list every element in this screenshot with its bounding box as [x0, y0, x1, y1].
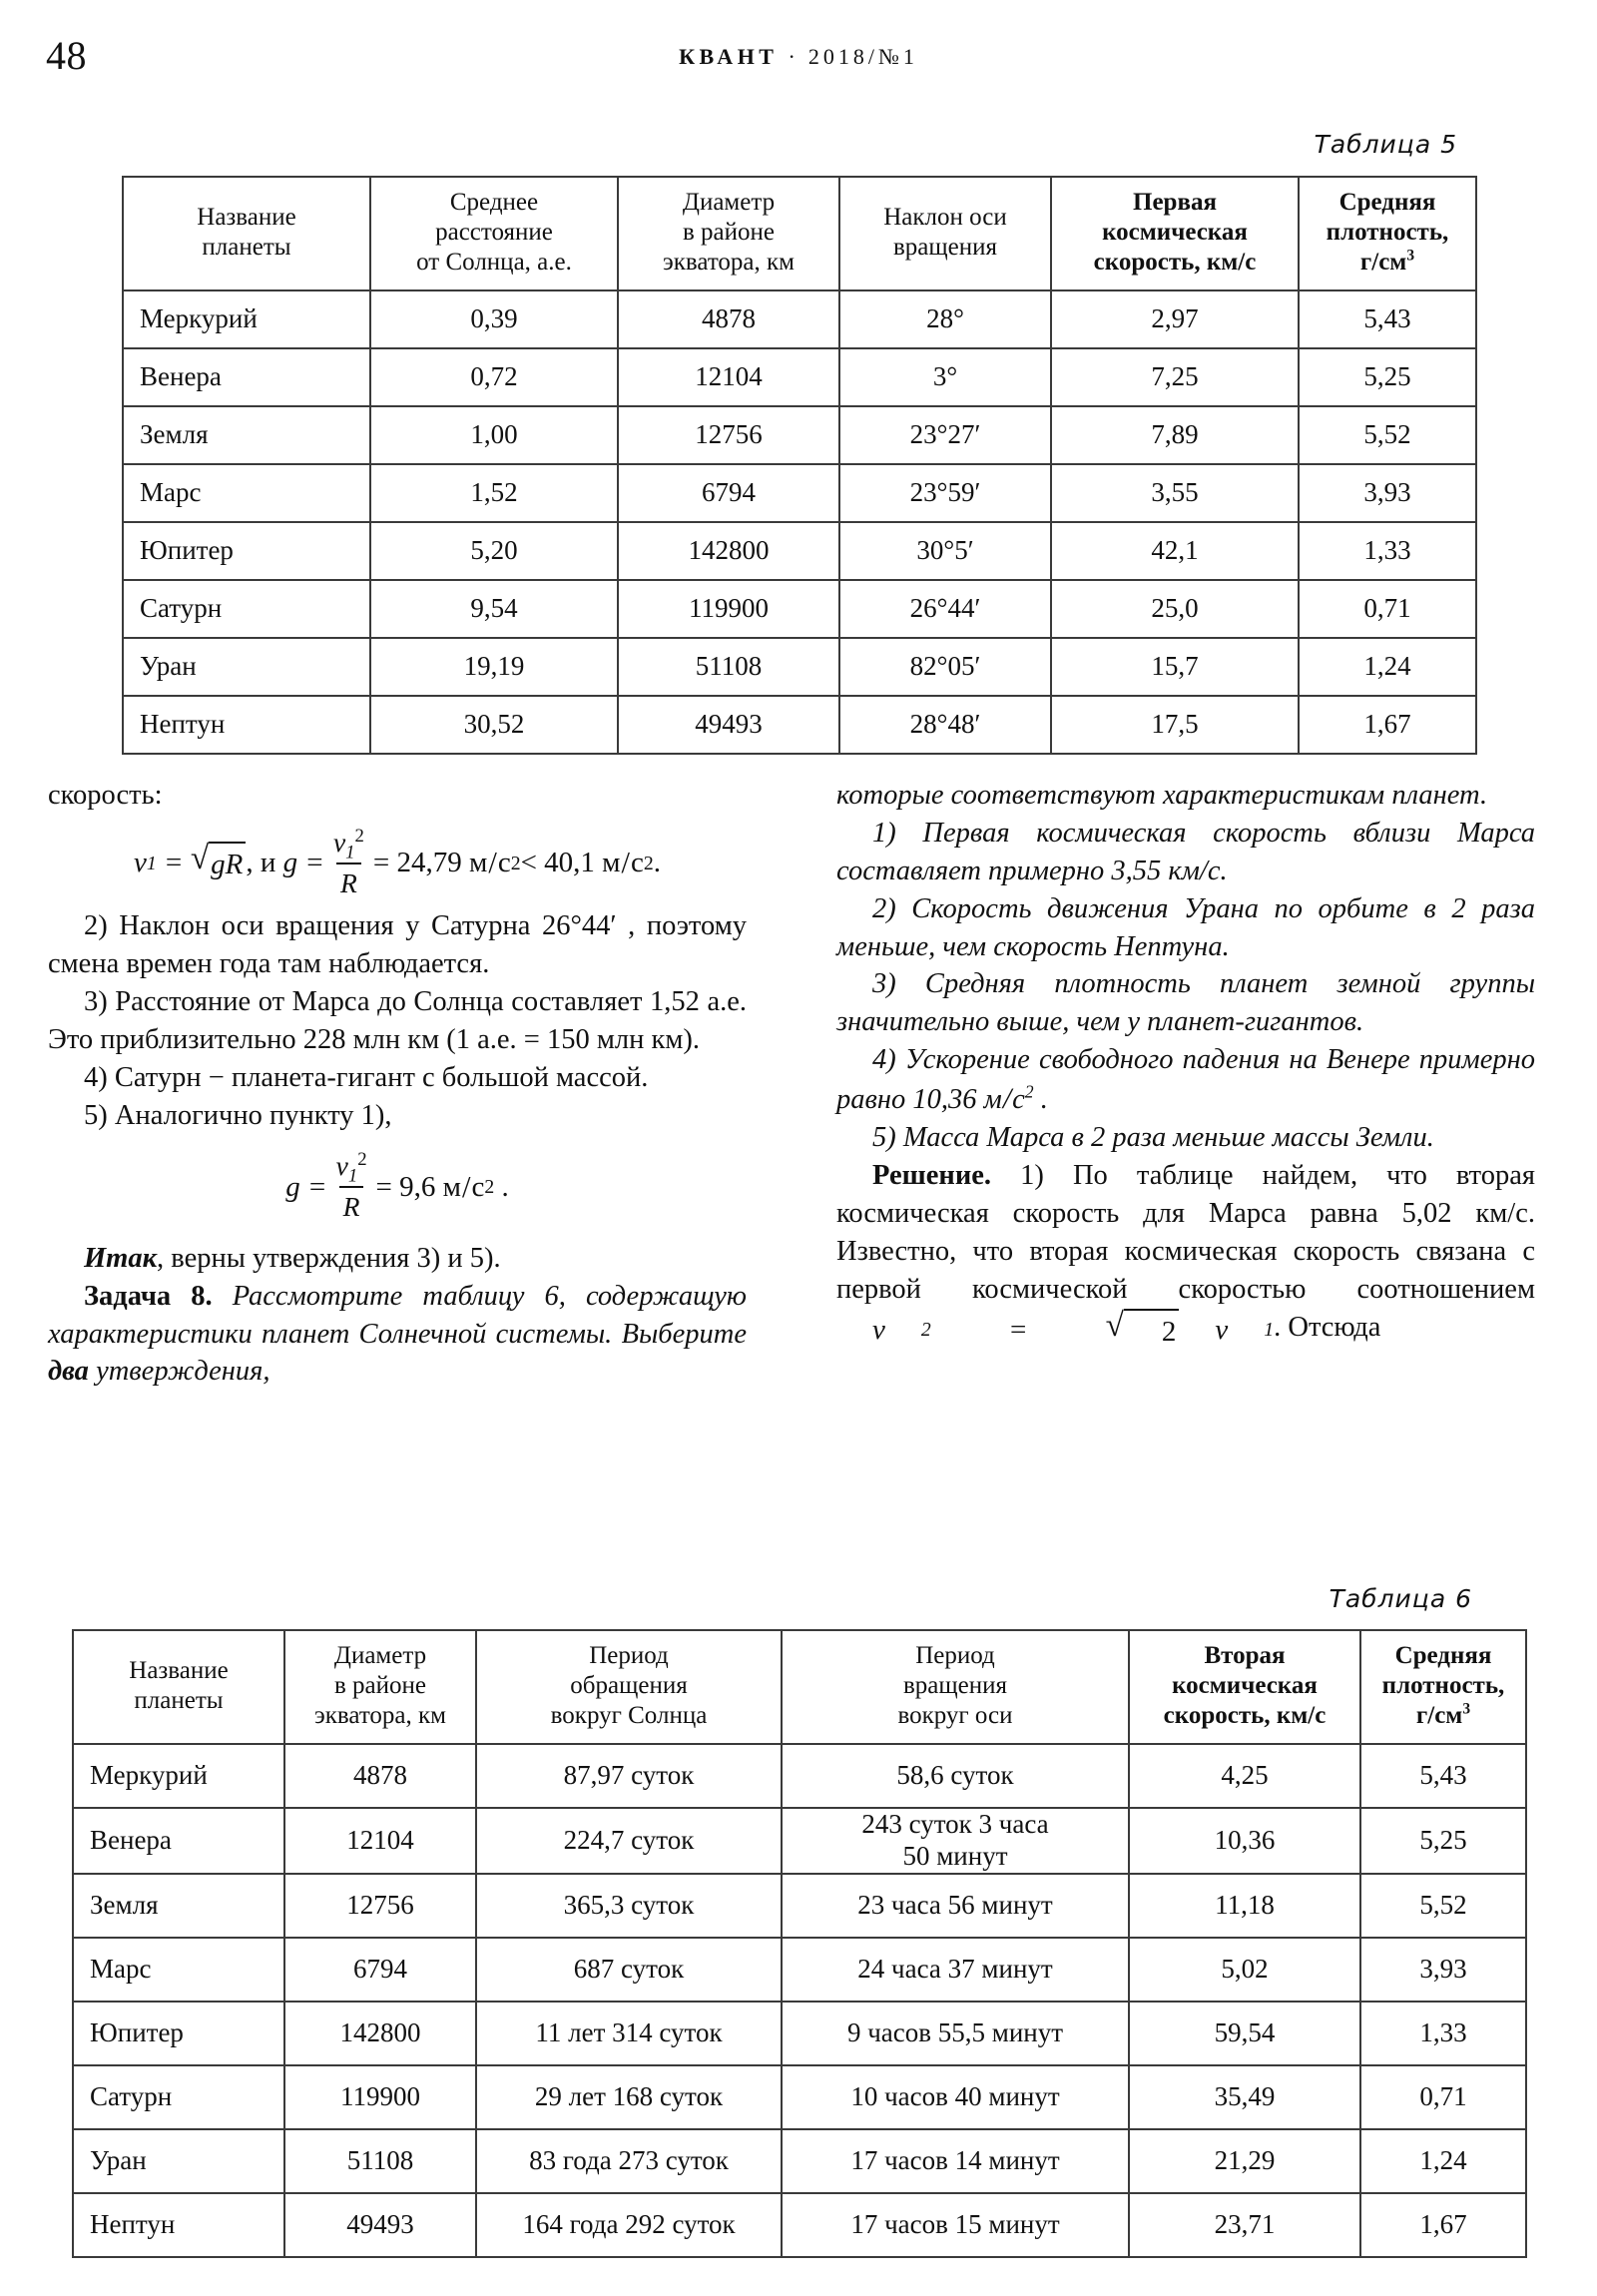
rotation-period-cell: 9 часов 55,5 минут: [782, 2002, 1129, 2065]
mean-density-cell: 1,33: [1299, 522, 1476, 580]
orbital-period-cell: 83 года 273 суток: [476, 2129, 782, 2193]
planet-name-cell: Венера: [123, 348, 370, 406]
table-row: [73, 2129, 1526, 2193]
header-rotation-period: Период вращения вокруг оси: [782, 1630, 1129, 1744]
page-number: 48: [46, 33, 87, 78]
equatorial-diameter-cell: 12104: [284, 1808, 476, 1874]
table-6-caption: Таблица 6: [1329, 1584, 1472, 1613]
second-cosmic-velocity-cell: 5,02: [1129, 1938, 1360, 2002]
header-mean-density: Средняя плотность, $г/см^3$: [1299, 177, 1476, 290]
planet-name-cell: Юпитер: [73, 2002, 284, 2065]
equatorial-diameter-cell: 51108: [618, 638, 839, 696]
g-symbol: g: [282, 847, 298, 879]
fraction-v1sq-over-R: $\frac{v_1^2}{R}$: [329, 825, 368, 901]
rotation-period-cell: 10 часов 40 минут: [782, 2065, 1129, 2129]
mean-density-cell: 1,67: [1299, 696, 1476, 754]
intro-text: которые соответствуют характеристикам планет.: [836, 780, 1488, 811]
planet-name-cell: Уран: [123, 638, 370, 696]
task-8-paragraph: [48, 1278, 747, 1392]
mean-density-cell: 5,43: [1360, 1744, 1526, 1808]
running-head-issue: 2018/№1: [807, 44, 918, 69]
right-text-column: [836, 777, 1535, 1351]
axial-tilt-cell: 3°: [839, 348, 1051, 406]
g-symbol: g: [285, 1170, 300, 1203]
table-row: [73, 1874, 1526, 1938]
equatorial-diameter-cell: 142800: [284, 2002, 476, 2065]
mean-distance-cell: 1,52: [370, 464, 618, 522]
formula-v2-sqrt2-v1: v 2 = √ 2 v 1: [836, 1311, 1274, 1343]
second-cosmic-velocity-cell: 59,54: [1129, 2002, 1360, 2065]
solution-text: 1) По таблице найдем, что вторая космическая скорость для Марса равна 5,02 км/с. Известно, что вторая космическая скорость связана с первой космической скоростью соотношением: [836, 1159, 1536, 1305]
header-planet-name: Название планеты: [123, 177, 370, 290]
equatorial-diameter-cell: 49493: [284, 2193, 476, 2257]
axial-tilt-cell: 30°5′: [839, 522, 1051, 580]
header-first-cosmic-velocity: Первая космическая скорость, км/с: [1051, 177, 1299, 290]
mean-distance-cell: 5,20: [370, 522, 618, 580]
planet-name-cell: Уран: [73, 2129, 284, 2193]
formula-v1-g: v 1 = √ gR , и g = $\frac{v_1^2}{R}$ = 24,79 м / с 2 < 40,1 м / с 2 .: [48, 825, 747, 901]
sqrt-gR: √ gR: [191, 842, 247, 884]
running-head-separator: ·: [788, 44, 798, 69]
first-cosmic-velocity-cell: 15,7: [1051, 638, 1299, 696]
table-row: [123, 638, 1476, 696]
rotation-period-cell: 23 часа 56 минут: [782, 1874, 1129, 1938]
mean-density-cell: 1,24: [1299, 638, 1476, 696]
density-exponent: 3: [1406, 247, 1415, 265]
orbital-period-cell: 224,7 суток: [476, 1808, 782, 1874]
solution-text-cont: . Отсюда: [1274, 1312, 1381, 1344]
mean-density-cell: 5,52: [1299, 406, 1476, 464]
table-planets-5: [122, 176, 1477, 755]
table-row: [123, 580, 1476, 638]
mean-distance-cell: 0,72: [370, 348, 618, 406]
header-orbital-period: Период обращения вокруг Солнца: [476, 1630, 782, 1744]
orbital-period-cell: 164 года 292 суток: [476, 2193, 782, 2257]
table-row: [123, 348, 1476, 406]
task-text-cont: утверждения,: [88, 1356, 270, 1388]
planet-name-cell: Земля: [73, 1874, 284, 1938]
rotation-period-cell: 17 часов 15 минут: [782, 2193, 1129, 2257]
table-row: [73, 1808, 1526, 1874]
mean-density-cell: 1,24: [1360, 2129, 1526, 2193]
second-cosmic-velocity-cell: 35,49: [1129, 2065, 1360, 2129]
mean-distance-cell: 30,52: [370, 696, 618, 754]
statement-item-2: 2) Наклон оси вращения у Сатурна 26°44′ , поэтому смена времен года там наблюдается.: [48, 910, 747, 980]
mean-density-cell: 3,93: [1299, 464, 1476, 522]
task-text: Рассмотрите таблицу 6, содержащую характеристики планет Солнечной системы. Выберите: [48, 1280, 747, 1350]
table-row: [73, 2002, 1526, 2065]
mean-distance-cell: 9,54: [370, 580, 618, 638]
planet-name-cell: Земля: [123, 406, 370, 464]
conclusion-paragraph: [48, 1240, 747, 1278]
planet-name-cell: Сатурн: [123, 580, 370, 638]
option-4: 4) Ускорение свободного падения на Венере примерно равно 10,36 $м/с^2$ .: [836, 1044, 1535, 1116]
orbital-period-cell: 29 лет 168 суток: [476, 2065, 782, 2129]
table-row: [123, 522, 1476, 580]
first-cosmic-velocity-cell: 7,25: [1051, 348, 1299, 406]
conclusion-label: Итак: [84, 1242, 158, 1274]
planet-name-cell: Сатурн: [73, 2065, 284, 2129]
formula-g-value: g = $\frac{v_1^2}{R}$ = 9,6 м / с 2 .: [48, 1148, 747, 1225]
orbital-period-cell: 11 лет 314 суток: [476, 2002, 782, 2065]
planet-name-cell: Марс: [123, 464, 370, 522]
equatorial-diameter-cell: 12104: [618, 348, 839, 406]
header-mean-density: Средняя плотность, $г/см^3$: [1360, 1630, 1526, 1744]
lead-text: скорость:: [48, 780, 163, 811]
option-2: 2) Скорость движения Урана по орбите в 2 раза меньше, чем скорость Нептуна.: [836, 892, 1535, 962]
mean-density-cell: 0,71: [1360, 2065, 1526, 2129]
equatorial-diameter-cell: 4878: [284, 1744, 476, 1808]
mean-distance-cell: 19,19: [370, 638, 618, 696]
first-cosmic-velocity-cell: 7,89: [1051, 406, 1299, 464]
task-label: Задача 8.: [84, 1280, 213, 1312]
axial-tilt-cell: 23°59′: [839, 464, 1051, 522]
header-equatorial-diameter: Диаметр в районе экватора, км: [618, 177, 839, 290]
option-3: 3) Средняя плотность планет земной группы значительно выше, чем у планет-гигантов.: [836, 968, 1535, 1038]
running-head-journal: КВАНТ: [679, 44, 779, 69]
table-planets-6: [72, 1629, 1527, 2258]
rotation-period-cell: 24 часа 37 минут: [782, 1938, 1129, 2002]
first-cosmic-velocity-cell: 17,5: [1051, 696, 1299, 754]
option-5: 5) Масса Марса в 2 раза меньше массы Земли.: [872, 1122, 1434, 1154]
mean-density-cell: 3,93: [1360, 1938, 1526, 2002]
density-exponent: 3: [1462, 1700, 1471, 1718]
statement-item-3: 3) Расстояние от Марса до Солнца составляет 1,52 а.е. Это приблизительно 228 млн км (1 а.е. = 150 млн км).: [48, 985, 747, 1055]
planet-name-cell: Меркурий: [123, 290, 370, 348]
solution-paragraph: [836, 1157, 1535, 1351]
table-row: [123, 696, 1476, 754]
mean-density-cell: 5,25: [1299, 348, 1476, 406]
axial-tilt-cell: 28°: [839, 290, 1051, 348]
mean-density-cell: 0,71: [1299, 580, 1476, 638]
table-5-caption: Таблица 5: [1314, 130, 1457, 159]
rotation-period-cell: 243 суток 3 часа 50 минут: [782, 1808, 1129, 1874]
table-row: [123, 406, 1476, 464]
axial-tilt-cell: 26°44′: [839, 580, 1051, 638]
option-1: 1) Первая космическая скорость вблизи Марса составляет примерно 3,55 км/с.: [836, 817, 1535, 886]
planet-name-cell: Меркурий: [73, 1744, 284, 1808]
fraction-v1sq-over-R: $\frac{v_1^2}{R}$: [332, 1148, 371, 1225]
solution-label: Решение.: [872, 1159, 992, 1191]
table-row: [123, 290, 1476, 348]
table-row: [73, 1744, 1526, 1808]
orbital-period-cell: 365,3 суток: [476, 1874, 782, 1938]
left-text-column: [48, 777, 747, 1391]
header-planet-name: Название планеты: [73, 1630, 284, 1744]
equatorial-diameter-cell: 6794: [618, 464, 839, 522]
table-row: [73, 1938, 1526, 2002]
statement-item-4: 4) Сатурн − планета-гигант с большой массой.: [84, 1061, 649, 1093]
equatorial-diameter-cell: 49493: [618, 696, 839, 754]
first-cosmic-velocity-cell: 3,55: [1051, 464, 1299, 522]
statement-item-5: 5) Аналогично пункту 1),: [84, 1099, 392, 1131]
equatorial-diameter-cell: 119900: [618, 580, 839, 638]
equatorial-diameter-cell: 119900: [284, 2065, 476, 2129]
mean-density-cell: 5,52: [1360, 1874, 1526, 1938]
table-row: [73, 2065, 1526, 2129]
equatorial-diameter-cell: 142800: [618, 522, 839, 580]
first-cosmic-velocity-cell: 2,97: [1051, 290, 1299, 348]
running-head: [0, 44, 1597, 70]
mean-density-cell: 1,67: [1360, 2193, 1526, 2257]
mean-distance-cell: 1,00: [370, 406, 618, 464]
equatorial-diameter-cell: 12756: [284, 1874, 476, 1938]
mean-distance-cell: 0,39: [370, 290, 618, 348]
second-cosmic-velocity-cell: 11,18: [1129, 1874, 1360, 1938]
second-cosmic-velocity-cell: 23,71: [1129, 2193, 1360, 2257]
rotation-period-cell: 17 часов 14 минут: [782, 2129, 1129, 2193]
header-second-cosmic-velocity: Вторая космическая скорость, км/с: [1129, 1630, 1360, 1744]
equatorial-diameter-cell: 4878: [618, 290, 839, 348]
equatorial-diameter-cell: 6794: [284, 1938, 476, 2002]
orbital-period-cell: 687 суток: [476, 1938, 782, 2002]
table-header-row: [123, 177, 1476, 290]
v-symbol: v: [134, 847, 147, 879]
header-equatorial-diameter: Диаметр в районе экватора, км: [284, 1630, 476, 1744]
mean-density-cell: 5,25: [1360, 1808, 1526, 1874]
conclusion-text: , верны утверждения 3) и 5).: [157, 1242, 501, 1274]
axial-tilt-cell: 23°27′: [839, 406, 1051, 464]
first-cosmic-velocity-cell: 25,0: [1051, 580, 1299, 638]
equatorial-diameter-cell: 12756: [618, 406, 839, 464]
orbital-period-cell: 87,97 суток: [476, 1744, 782, 1808]
table-row: [123, 464, 1476, 522]
mean-density-cell: 1,33: [1360, 2002, 1526, 2065]
equatorial-diameter-cell: 51108: [284, 2129, 476, 2193]
header-axial-tilt: Наклон оси вращения: [839, 177, 1051, 290]
second-cosmic-velocity-cell: 4,25: [1129, 1744, 1360, 1808]
task-emphasis: два: [48, 1356, 89, 1388]
mean-density-cell: 5,43: [1299, 290, 1476, 348]
table-row: [73, 2193, 1526, 2257]
axial-tilt-cell: 28°48′: [839, 696, 1051, 754]
planet-name-cell: Венера: [73, 1808, 284, 1874]
planet-name-cell: Нептун: [123, 696, 370, 754]
planet-name-cell: Нептун: [73, 2193, 284, 2257]
planet-name-cell: Юпитер: [123, 522, 370, 580]
second-cosmic-velocity-cell: 10,36: [1129, 1808, 1360, 1874]
first-cosmic-velocity-cell: 42,1: [1051, 522, 1299, 580]
second-cosmic-velocity-cell: 21,29: [1129, 2129, 1360, 2193]
axial-tilt-cell: 82°05′: [839, 638, 1051, 696]
rotation-period-cell: 58,6 суток: [782, 1744, 1129, 1808]
header-mean-distance: Среднее расстояние от Солнца, а.е.: [370, 177, 618, 290]
sqrt-2: √ 2: [1070, 1309, 1180, 1352]
table-header-row: [73, 1630, 1526, 1744]
planet-name-cell: Марс: [73, 1938, 284, 2002]
